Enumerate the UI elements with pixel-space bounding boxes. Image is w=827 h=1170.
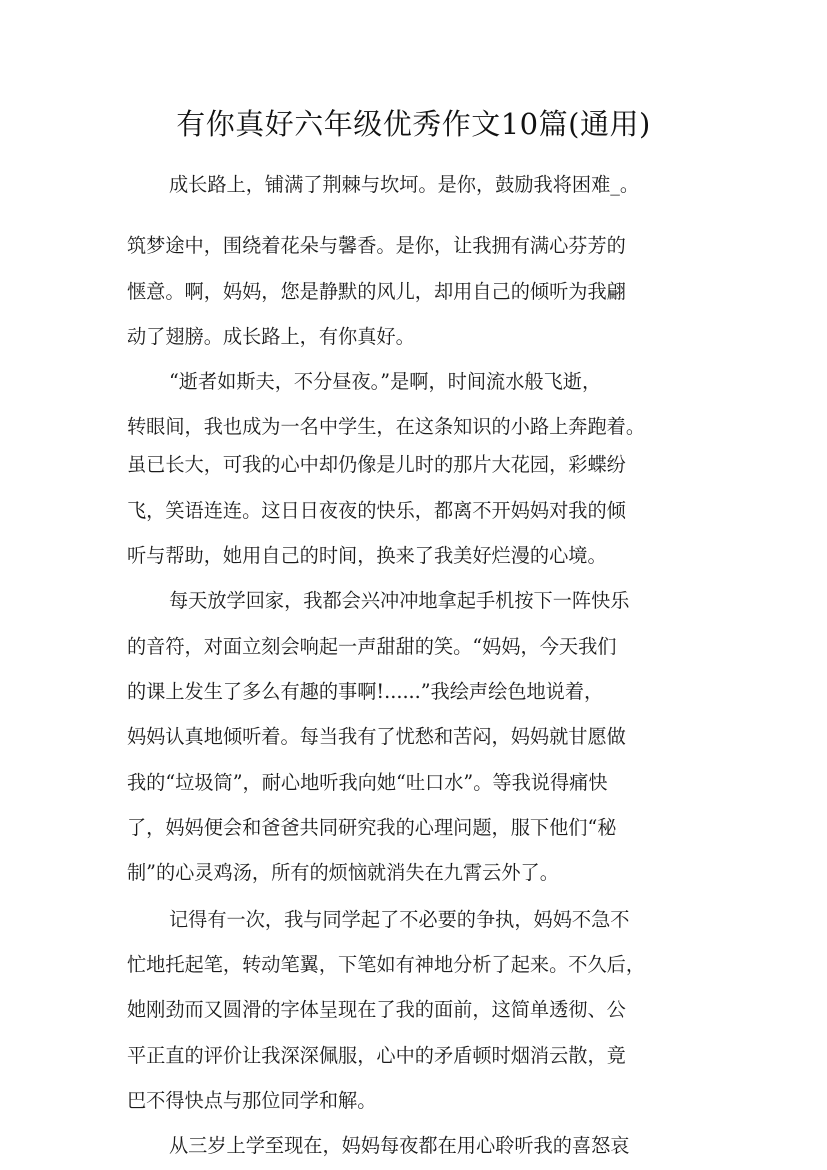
- text-line: 平正直的评价让我深深佩服，心中的矛盾顿时烟消云散，竟: [127, 1044, 626, 1067]
- text-line: “逝者如斯夫，不分昼夜。”是啊，时间流水般飞逝，: [169, 370, 602, 393]
- text-line: 听与帮助，她用自己的时间，换来了我美好烂漫的心境。: [127, 544, 607, 567]
- text-line: 我的“垃圾筒”，耐心地听我向她“吐口水”。等我说得痛快: [127, 771, 608, 794]
- text-line: 忙地托起笔，转动笔翼，下笔如有神地分析了起来。不久后，: [127, 953, 646, 976]
- text-line: 惬意。啊，妈妈，您是静默的风儿，却用自己的倾听为我翩: [127, 280, 626, 303]
- text-line: 动了翅膀。成长路上，有你真好。: [127, 325, 415, 348]
- text-line: 筑梦途中，围绕着花朵与馨香。是你，让我拥有满心芬芳的: [127, 234, 626, 257]
- text-line: 每天放学回家，我都会兴冲冲地拿起手机按下一阵快乐: [169, 589, 630, 612]
- text-line: 制”的心灵鸡汤，所有的烦恼就消失在九霄云外了。: [127, 861, 559, 884]
- text-line: 了，妈妈便会和爸爸共同研究我的心理问题，服下他们“秘: [127, 816, 617, 839]
- text-line: 妈妈认真地倾听着。每当我有了忧愁和苦闷，妈妈就甘愿做: [127, 725, 626, 748]
- text-line: 从三岁上学至现在，妈妈每夜都在用心聆听我的喜怒哀: [169, 1134, 630, 1157]
- text-line: 的课上发生了多么有趣的事啊!......”我绘声绘色地说着，: [127, 680, 604, 703]
- document-title: 有你真好六年级优秀作文10篇(通用): [176, 107, 651, 141]
- text-line: 的音符，对面立刻会响起一声甜甜的笑。“妈妈，今天我们: [127, 635, 617, 658]
- text-line: 虽已长大，可我的心中却仍像是儿时的那片大花园，彩蝶纷: [127, 453, 626, 476]
- text-line: 记得有一次，我与同学起了不必要的争执，妈妈不急不: [169, 908, 630, 931]
- text-line: 巴不得快点与那位同学和解。: [127, 1089, 377, 1112]
- text-line: 飞，笑语连连。这日日夜夜的快乐，都离不开妈妈对我的倾: [127, 499, 626, 522]
- text-line: 转眼间，我也成为一名中学生，在这条知识的小路上奔跑着。: [127, 415, 646, 438]
- text-line: 她刚劲而又圆滑的字体呈现在了我的面前，这简单透彻、公: [127, 998, 626, 1021]
- text-line: 成长路上，铺满了荆棘与坎坷。是你，鼓励我将困难_。: [169, 173, 640, 196]
